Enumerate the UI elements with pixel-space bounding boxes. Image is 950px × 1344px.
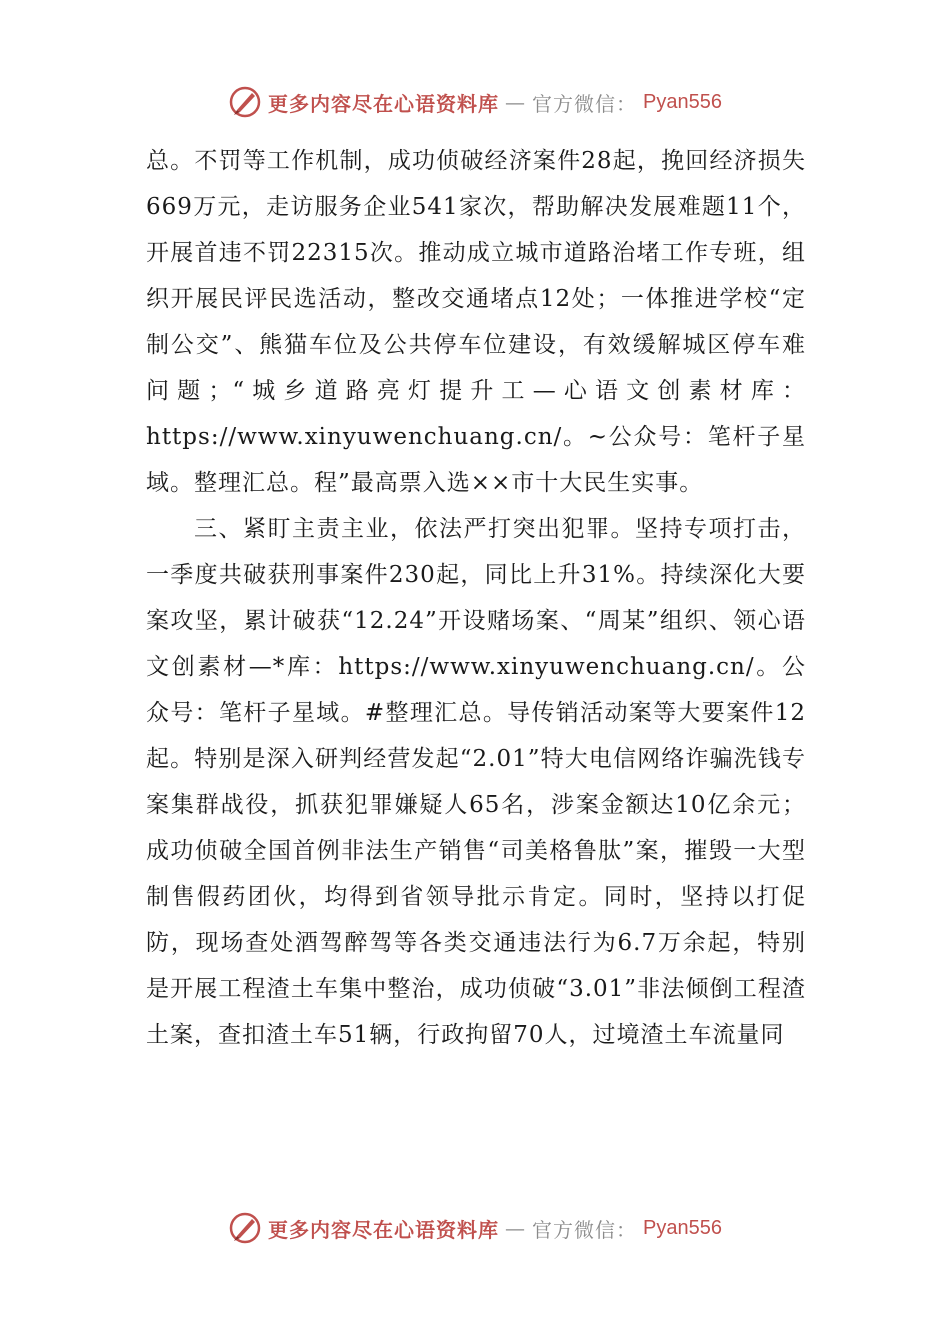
banner-wechat-id: Pyan556 [643,90,722,113]
banner-official-label: 官方微信： [532,91,638,116]
banner-wechat-id: Pyan556 [643,1216,722,1239]
banner-brand-text: 更多内容尽在心语资料库 [268,91,500,116]
banner-separator: — [505,90,527,114]
banner-brand-text: 更多内容尽在心语资料库 [268,1217,500,1242]
banner-separator: — [505,1216,527,1240]
paragraph-continuation: 总。不罚等工作机制，成功侦破经济案件28起，挽回经济损失669万元，走访服务企业541家次，帮助解决发展难题11个，开展首违不罚22315次。推动成立城市道路治堵工作专班，组织开展民评民选活动，整改交通堵点12处；一体推进学校“定制公交”、熊猫车位及公共停车位建设，有效缓解城区停车难问题；“城乡道路亮灯提升工—心语文创素材库：https://www.xinyuwenchuang.cn/。~公众号：笔杆子星域。整理汇总。程”最高票入选××市十大民生实事。 [146,148,806,496]
quill-pen-logo-icon [228,1211,262,1245]
quill-pen-logo-icon [228,85,262,119]
banner-official-label: 官方微信： [532,1217,638,1242]
document-body [146,138,806,1058]
footer-banner [0,1208,950,1248]
header-banner [0,82,950,122]
paragraph-section-three: 三、紧盯主责主业，依法严打突出犯罪。坚持专项打击，一季度共破获刑事案件230起，同比上升31%。持续深化大要案攻坚，累计破获“12.24”开设赌场案、“周某”组织、领心语文创素材—*库：https://www.xinyuwenchuang.cn/。公众号：笔杆子星域。#整理汇总。导传销活动案等大要案件12起。特别是深入研判经营发起“2.01”特大电信网络诈骗洗钱专案集群战役，抓获犯罪嫌疑人65名，涉案金额达10亿余元；成功侦破全国首例非法生产销售“司美格鲁肽”案，摧毁一大型制售假药团伙，均得到省领导批示肯定。同时，坚持以打促防，现场查处酒驾醉驾等各类交通违法行为6.7万余起，特别是开展工程渣土车集中整治，成功侦破“3.01”非法倾倒工程渣土案，查扣渣土车51辆，行政拘留70人，过境渣土车流量同 [146,516,806,1048]
